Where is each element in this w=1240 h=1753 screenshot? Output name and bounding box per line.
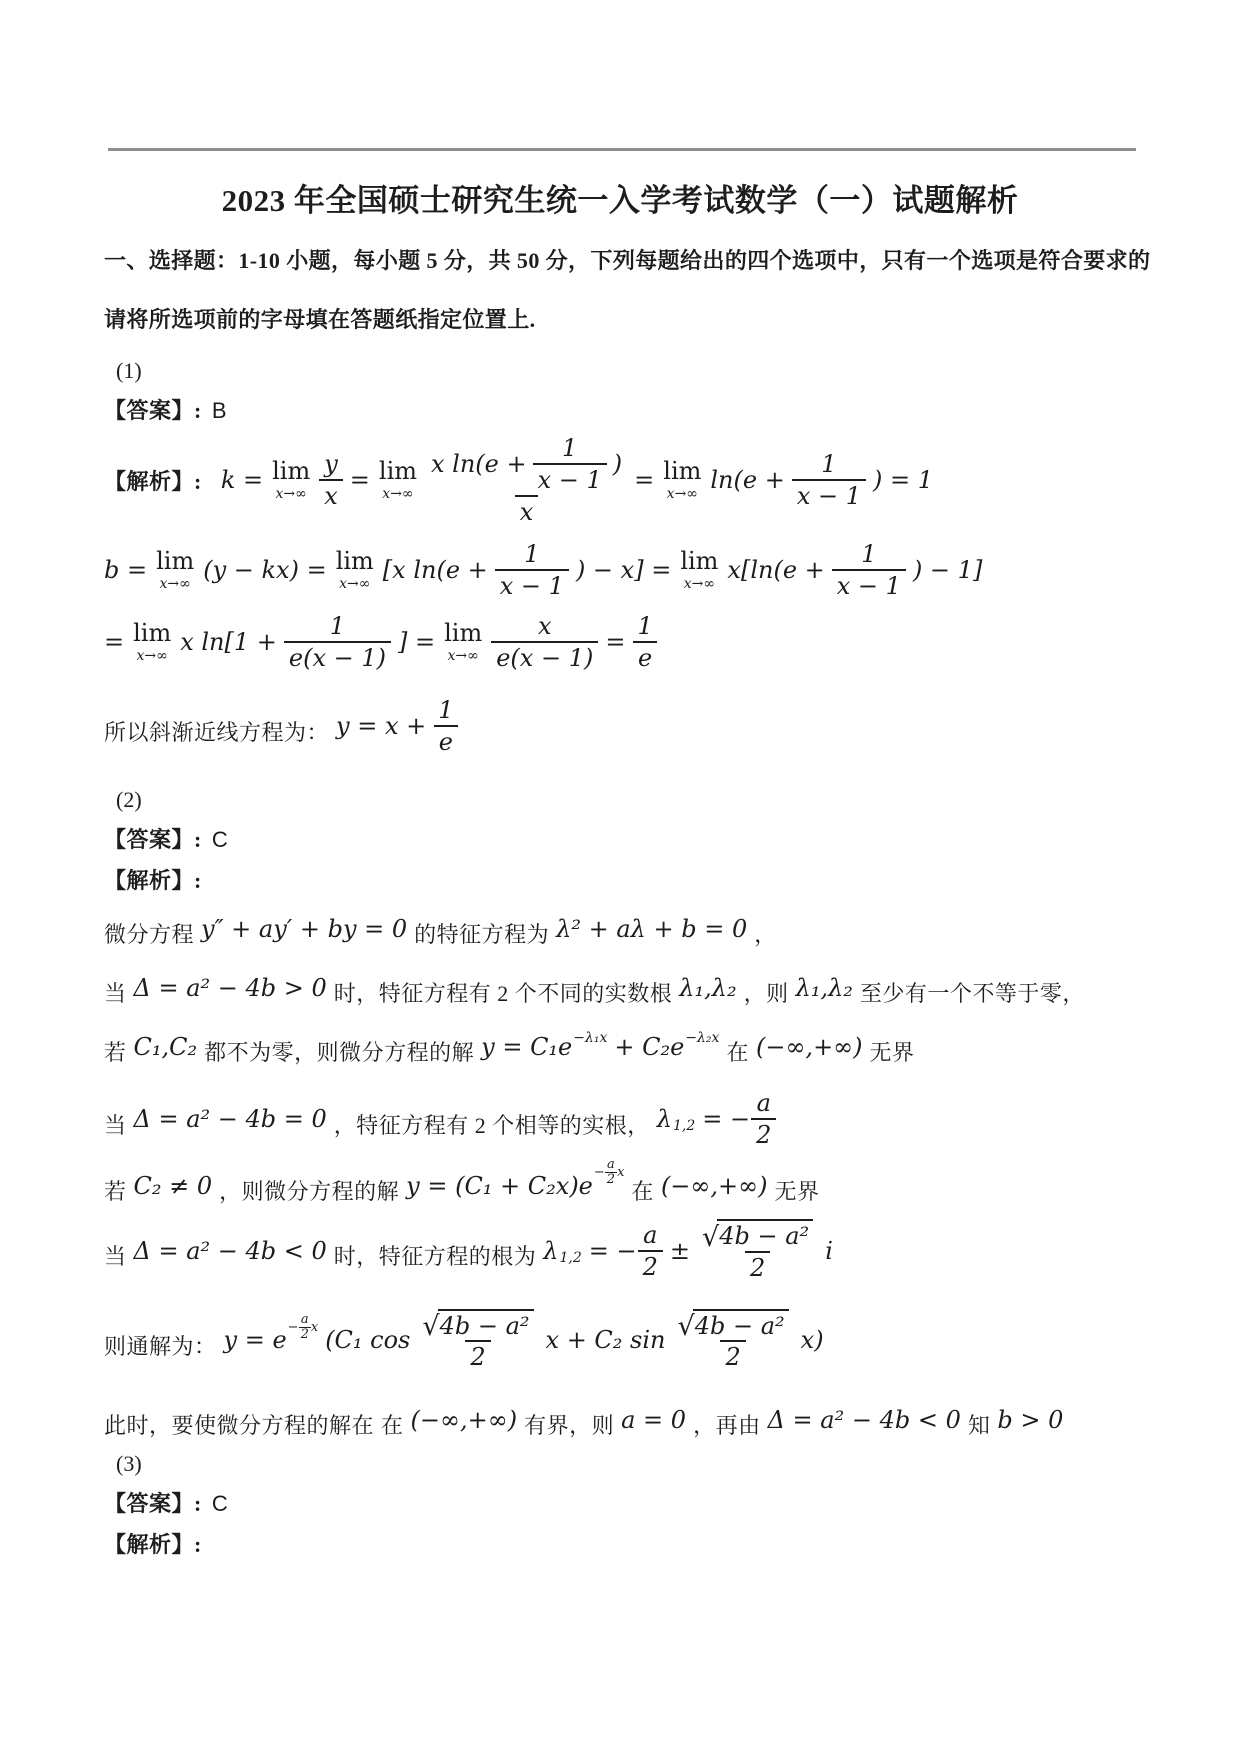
math-token: λ₁,λ₂	[795, 973, 853, 1002]
body-text: 的特征方程为	[414, 922, 550, 947]
answer-label: 【答案】:	[104, 398, 202, 423]
math-token: ) = 1	[872, 466, 933, 494]
fraction	[632, 611, 657, 673]
numerator: 1	[861, 540, 877, 568]
exponent: −λ₁x	[573, 1029, 608, 1046]
body-text: 有界，则	[524, 1413, 615, 1439]
numerator: a	[607, 1156, 615, 1172]
lim-word: lim	[272, 457, 311, 485]
math-token: ] =	[398, 628, 436, 656]
denominator: x − 1	[495, 569, 569, 601]
math-token: + C₂e	[614, 1032, 685, 1061]
square-root	[678, 1309, 789, 1341]
numerator: 1	[438, 696, 454, 724]
square-root	[702, 1219, 813, 1251]
fraction-sqrt	[417, 1309, 538, 1373]
body-text: 时，特征方程有 2 个不同的实数根	[333, 981, 673, 1006]
q2-line-1	[104, 913, 1136, 947]
math-token: b =	[104, 556, 148, 584]
q2-line-8	[104, 1404, 1136, 1439]
analysis-label: 【解析】:	[104, 468, 202, 494]
conclusion-text: 所以斜渐近线方程为：	[104, 719, 330, 745]
limit-operator	[680, 549, 718, 591]
lim-subscript: x→∞	[136, 648, 168, 664]
numerator: a	[300, 1311, 309, 1327]
math-token: b > 0	[997, 1405, 1064, 1434]
math-token: Δ = a² − 4b = 0	[133, 1105, 327, 1133]
math-token: x[ln(e +	[727, 556, 825, 584]
question-1-number: (1)	[116, 358, 142, 383]
radicand: 4b − a²	[693, 1309, 789, 1341]
page-title: 2023 年全国硕士研究生统一入学考试数学（一）试题解析	[221, 183, 1019, 218]
limit-operator	[133, 621, 171, 663]
body-text: 当	[104, 1112, 127, 1138]
numerator: 1	[637, 612, 653, 640]
math-token: = −	[702, 1105, 751, 1133]
lim-word: lim	[444, 619, 483, 647]
body-text: 在	[381, 1413, 404, 1439]
question-3-answer-line	[104, 1487, 1136, 1518]
math-token: Δ = a² − 4b < 0	[133, 1236, 327, 1265]
math-token: y = C₁e	[481, 1032, 573, 1061]
fraction	[495, 539, 569, 601]
fraction	[491, 611, 598, 673]
math-token: =	[605, 628, 626, 656]
fraction	[319, 449, 343, 511]
numerator: a	[643, 1220, 658, 1249]
denominator: 2	[606, 1172, 616, 1187]
lim-subscript: x→∞	[275, 486, 307, 502]
math-token: Δ = a² − 4b < 0	[767, 1405, 961, 1434]
q2-line-7	[104, 1309, 1136, 1373]
answer-value: C	[211, 827, 228, 852]
math-token: λ	[656, 1105, 673, 1133]
section-intro-line-2: 请将所选项前的字母填在答题纸指定位置上.	[104, 307, 536, 332]
body-text: 微分方程	[104, 922, 195, 947]
math-token: ln(e +	[710, 466, 785, 494]
math-token: x	[310, 1319, 319, 1335]
body-text: 此时，要使微分方程的解在	[104, 1413, 375, 1439]
denominator: 2	[720, 1340, 745, 1372]
numerator	[673, 1309, 794, 1341]
fraction	[751, 1088, 776, 1150]
denominator: x − 1	[792, 479, 866, 511]
denominator: e(x − 1)	[284, 641, 391, 673]
q2-line-4	[104, 1088, 1136, 1150]
numerator: 1	[329, 612, 346, 640]
limit-operator	[379, 459, 417, 501]
math-token: y″ + ay′ + by = 0	[201, 914, 408, 943]
math-token: y = (C₁ + C₂x)e	[406, 1171, 593, 1200]
math-token: y = x +	[336, 712, 427, 740]
body-text: 无界	[774, 1179, 820, 1204]
analysis-label: 【解析】:	[104, 1532, 202, 1558]
math-token: C₁,C₂	[133, 1032, 198, 1061]
subscript: 1,2	[559, 1249, 582, 1266]
math-token: (−∞,+∞)	[410, 1405, 518, 1434]
q1-formula-line-3	[104, 611, 1136, 673]
math-token: k =	[220, 466, 264, 494]
fraction	[299, 1313, 311, 1343]
lim-subscript: x→∞	[382, 486, 414, 502]
square-root	[422, 1309, 533, 1341]
body-text: 当	[104, 1244, 127, 1270]
lim-word: lim	[680, 547, 719, 575]
radicand: 4b − a²	[438, 1309, 534, 1341]
fraction	[284, 611, 391, 673]
numerator: a	[756, 1089, 771, 1117]
math-token: (C₁ cos	[325, 1326, 411, 1355]
math-token: (y − kx) =	[203, 556, 327, 584]
answer-value: C	[211, 1491, 228, 1517]
denominator: e	[633, 641, 657, 673]
body-text: ，	[754, 922, 777, 947]
q1-formula-line-2	[104, 539, 1136, 601]
math-token: a = 0	[621, 1405, 687, 1434]
numerator	[697, 1219, 818, 1251]
denominator: x	[515, 495, 539, 527]
math-token: x)	[800, 1326, 824, 1355]
math-token: )	[612, 450, 623, 478]
lim-word: lim	[133, 619, 172, 647]
math-token: i	[825, 1236, 833, 1265]
math-token: λ	[543, 1236, 559, 1265]
body-text: 都不为零，则微分方程的解	[204, 1040, 475, 1065]
math-token: λ² + aλ + b = 0	[556, 914, 748, 943]
question-2-number: (2)	[116, 787, 142, 812]
lim-subscript: x→∞	[683, 576, 716, 592]
denominator: 2	[745, 1251, 770, 1283]
math-token: =	[634, 466, 655, 494]
body-text: 时，特征方程的根为	[333, 1244, 537, 1270]
question-1-answer-line	[104, 394, 1136, 425]
limit-operator	[663, 459, 701, 501]
math-token: (−∞,+∞)	[660, 1171, 768, 1200]
math-token: [x ln(e +	[382, 556, 488, 584]
fraction	[832, 539, 906, 601]
math-token: = −	[588, 1236, 637, 1265]
math-token: y = e	[223, 1326, 287, 1355]
exponent-fraction	[288, 1313, 319, 1343]
lim-word: lim	[378, 457, 417, 485]
numerator	[417, 1309, 538, 1341]
body-text: ，再由	[693, 1413, 761, 1439]
body-text: 在	[631, 1179, 654, 1204]
fraction	[638, 1220, 663, 1282]
numerator: x	[538, 612, 552, 640]
denominator: x − 1	[832, 569, 906, 601]
radical-sign: √	[677, 1311, 695, 1343]
denominator: x	[319, 479, 343, 511]
body-text: ，则微分方程的解	[219, 1179, 400, 1204]
math-token: x ln[1 +	[180, 628, 277, 656]
answer-label: 【答案】:	[104, 1491, 202, 1517]
fraction-sqrt	[697, 1219, 818, 1283]
exponent: −λ₂x	[685, 1029, 720, 1046]
numerator: y	[324, 450, 338, 478]
q1-conclusion-line	[104, 695, 1136, 757]
math-token: ) − x] =	[575, 556, 672, 584]
math-token: ) − 1]	[912, 556, 983, 584]
numerator: 1	[562, 434, 578, 462]
lim-word: lim	[156, 547, 195, 575]
body-text: 则通解为：	[104, 1333, 217, 1359]
answer-value: B	[211, 398, 227, 423]
numerator: 1	[524, 540, 540, 568]
math-token: (−∞,+∞)	[755, 1032, 863, 1061]
numerator	[426, 433, 627, 495]
lim-subscript: x→∞	[447, 648, 479, 664]
lim-subscript: x→∞	[339, 576, 371, 592]
body-text: 无界	[869, 1040, 915, 1065]
math-token: x ln(e +	[431, 450, 527, 478]
body-text: 若	[104, 1040, 127, 1065]
limit-operator	[272, 459, 310, 501]
question-2-answer-line	[104, 823, 1136, 854]
lim-word: lim	[335, 547, 374, 575]
denominator: e(x − 1)	[491, 641, 598, 673]
subscript: 1,2	[673, 1118, 696, 1134]
math-token: −	[287, 1319, 299, 1335]
answer-label: 【答案】:	[104, 827, 202, 852]
numerator: 1	[821, 450, 837, 478]
q2-line-2	[104, 972, 1136, 1006]
body-text: 当	[104, 981, 127, 1006]
fraction	[433, 695, 458, 757]
math-token: x	[617, 1165, 625, 1180]
body-text: ，特征方程有 2 个相等的实根，	[333, 1112, 650, 1138]
fraction-nested	[533, 433, 607, 495]
lim-word: lim	[663, 457, 702, 485]
lim-subscript: x→∞	[159, 576, 191, 592]
body-text: 至少有一个不等于零，	[859, 981, 1085, 1006]
question-2-analysis-line	[104, 864, 1136, 895]
denominator: 2	[465, 1340, 490, 1372]
fraction	[792, 449, 866, 511]
limit-operator	[156, 549, 194, 591]
lim-subscript: x→∞	[666, 486, 698, 502]
math-token: =	[349, 466, 370, 494]
denominator: e	[434, 725, 458, 757]
radical-sign: √	[702, 1221, 720, 1253]
fraction-sqrt	[673, 1309, 794, 1373]
body-text: 在	[726, 1040, 749, 1065]
denominator: 2	[300, 1326, 309, 1342]
body-text: ，则	[743, 981, 789, 1006]
section-intro-line-1: 一、选择题：1-10 小题，每小题 5 分，共 50 分，下列每题给出的四个选项中，只有一个选项是符合要求的	[104, 248, 1151, 273]
math-token: =	[104, 628, 125, 656]
denominator: 2	[638, 1250, 663, 1282]
math-token: Δ = a² − 4b > 0	[133, 973, 327, 1002]
math-token: x + C₂ sin	[545, 1326, 666, 1355]
body-text: 知	[967, 1413, 991, 1439]
limit-operator	[444, 621, 482, 663]
header-divider	[108, 148, 1136, 151]
analysis-label: 【解析】:	[104, 868, 202, 893]
body-text: 若	[104, 1179, 127, 1204]
question-3-analysis-line	[104, 1528, 1136, 1559]
radicand: 4b − a²	[717, 1219, 813, 1251]
math-token: C₂ ≠ 0	[133, 1171, 213, 1200]
question-3-number: (3)	[116, 1451, 142, 1477]
math-token: λ₁,λ₂	[679, 973, 737, 1002]
q2-line-6	[104, 1219, 1136, 1283]
q2-line-3	[104, 1029, 1136, 1065]
denominator: 2	[751, 1118, 776, 1150]
fraction	[605, 1158, 617, 1188]
exponent-fraction	[594, 1158, 625, 1188]
radical-sign: √	[422, 1311, 440, 1343]
math-token: −	[593, 1165, 605, 1180]
q1-formula-line-1	[104, 433, 1136, 527]
math-token: ±	[669, 1236, 691, 1265]
denominator: x − 1	[533, 463, 607, 495]
limit-operator	[336, 549, 374, 591]
q2-line-5	[104, 1156, 1136, 1204]
fraction	[426, 433, 627, 527]
